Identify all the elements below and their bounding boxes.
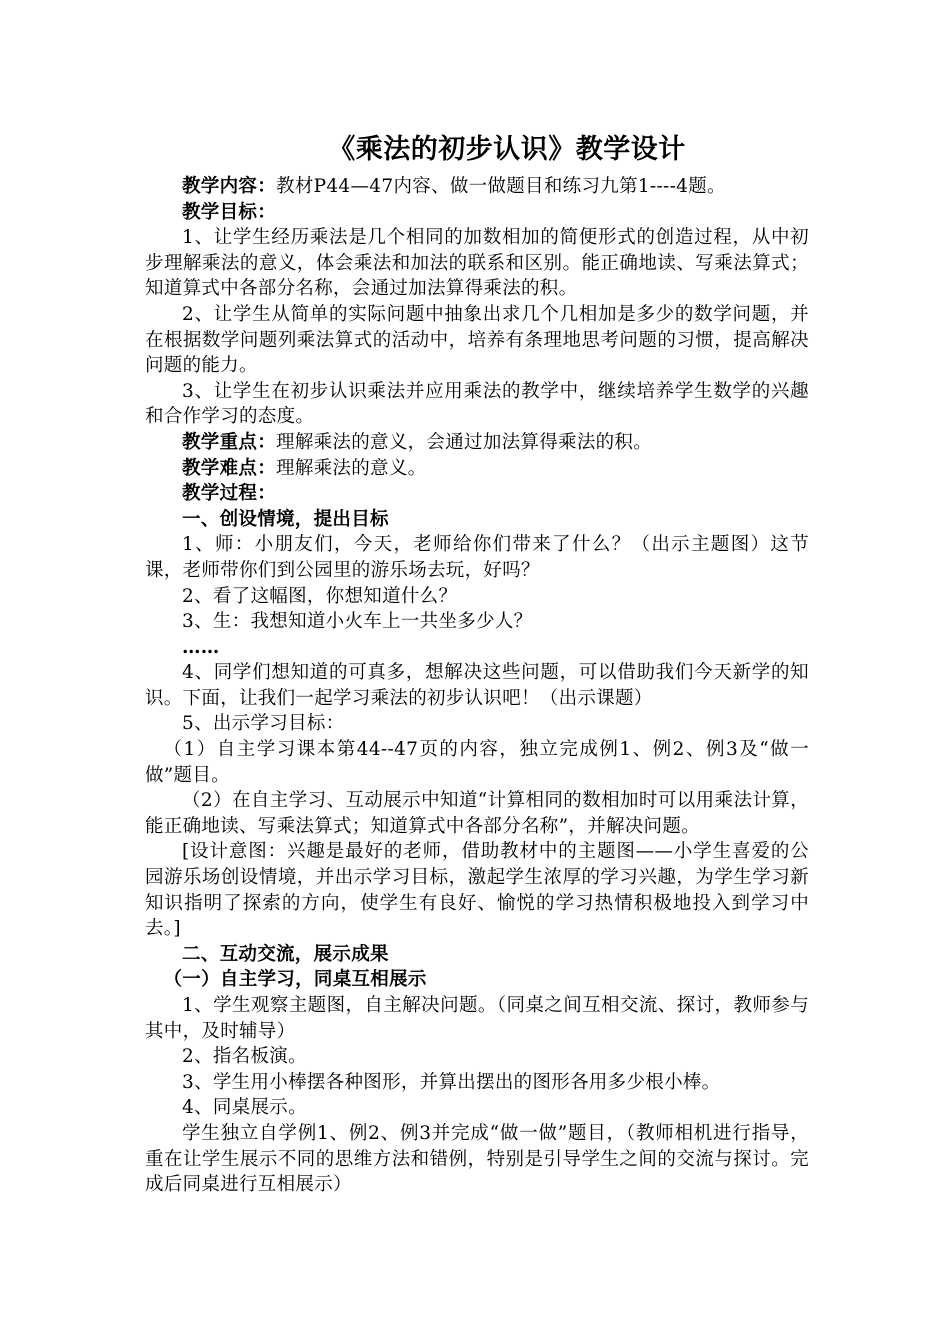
section1-paragraph: 1、师：小朋友们，今天，老师给你们带来了什么？（出示主题图）这节课，老师带你们到公园里的游乐场去玩，好吗？: [145, 534, 809, 581]
process-label: 教学过程：: [182, 483, 277, 505]
key-point: [145, 430, 809, 456]
section2-paragraph: 3、学生用小棒摆各种图形，并算出摆出的图形各用多少根小棒。: [182, 1071, 721, 1093]
goal-item: 3、让学生在初步认识乘法并应用乘法的教学中，继续培养学生数学的兴趣和合作学习的态度。: [145, 380, 809, 428]
goal-item: 1、让学生经历乘法是几个相同的加数相加的简便形式的创造过程，从中初步理解乘法的意义，体会乘法和加法的联系和区别。能正确地读、写乘法算式；知道算式中各部分名称，会通过加法算得乘法的积。: [145, 227, 809, 300]
section1-paragraph: 2、看了这幅图，你想知道什么？: [182, 585, 458, 607]
teaching-content-text: 教材P44—47内容、做一做题目和练习九第1----4题。: [276, 176, 726, 197]
document-page: [145, 128, 809, 1198]
difficulty-text: 理解乘法的意义。: [276, 457, 427, 479]
teaching-content-label: 教学内容：: [182, 176, 277, 197]
teaching-content: [145, 174, 809, 200]
section2-paragraph: 1、学生观察主题图，自主解决问题。（同桌之间互相交流、探讨，教师参与其中，及时辅导）: [145, 995, 809, 1042]
section1-paragraph: 5、出示学习目标：: [182, 713, 345, 735]
section2-paragraph: 2、指名板演。: [182, 1046, 307, 1068]
key-point-text: 理解乘法的意义，会通过加法算得乘法的积。: [276, 431, 653, 453]
document-title: 《乘法的初步认识》教学设计: [328, 134, 686, 165]
teaching-goals-label: 教学目标：: [182, 201, 277, 223]
design-note: [设计意图：兴趣是最好的老师，借助教材中的主题图——小学生喜爱的公园游乐场创设情境，并出示学习目标，激起学生浓厚的学习兴趣，为学生学习新知识指明了探索的方向，使学生有良好、愉悦的学习热情积极地投入到学习中去。]: [145, 841, 809, 940]
difficulty: [145, 456, 809, 482]
section1-heading: 一、创设情境，提出目标: [182, 508, 389, 530]
goal-item: 2、让学生从简单的实际问题中抽象出求几个几相加是多少的数学问题，并在根据数学问题列乘法算式的活动中，培养有条理地思考问题的习惯，提高解决问题的能力。: [145, 303, 809, 377]
section2-paragraph: 4、同桌展示。: [182, 1097, 307, 1119]
section1-paragraph: 4、同学们想知道的可真多，想解决这些问题，可以借助我们今天新学的知识。下面，让我们一起学习乘法的初步认识吧！（出示课题）: [145, 662, 809, 709]
difficulty-label: 教学难点：: [182, 457, 277, 479]
section2-paragraph: 学生独立自学例1、例2、例3并完成“做一做”题目，（教师相机进行指导，重在让学生展示不同的思维方法和错例，特别是引导学生之间的交流与探讨。完成后同桌进行互相展示）: [145, 1122, 809, 1196]
objective-item: （1）自主学习课本第44--47页的内容，独立完成例1、例2、例3及“做一做”题目。: [145, 739, 809, 786]
key-point-label: 教学重点：: [182, 431, 277, 453]
objective-item: （2）在自主学习、互动展示中知道“计算相同的数相加时可以用乘法计算，能正确地读、写乘法算式；知道算式中各部分名称”，并解决问题。: [145, 790, 809, 837]
section2-heading: 二、互动交流，展示成果: [182, 943, 389, 965]
section2-subheading: （一）自主学习，同桌互相展示: [163, 969, 427, 991]
section1-paragraph: 3、生：我想知道小火车上一共坐多少人？: [182, 611, 533, 633]
section1-ellipsis: ……: [182, 636, 220, 658]
